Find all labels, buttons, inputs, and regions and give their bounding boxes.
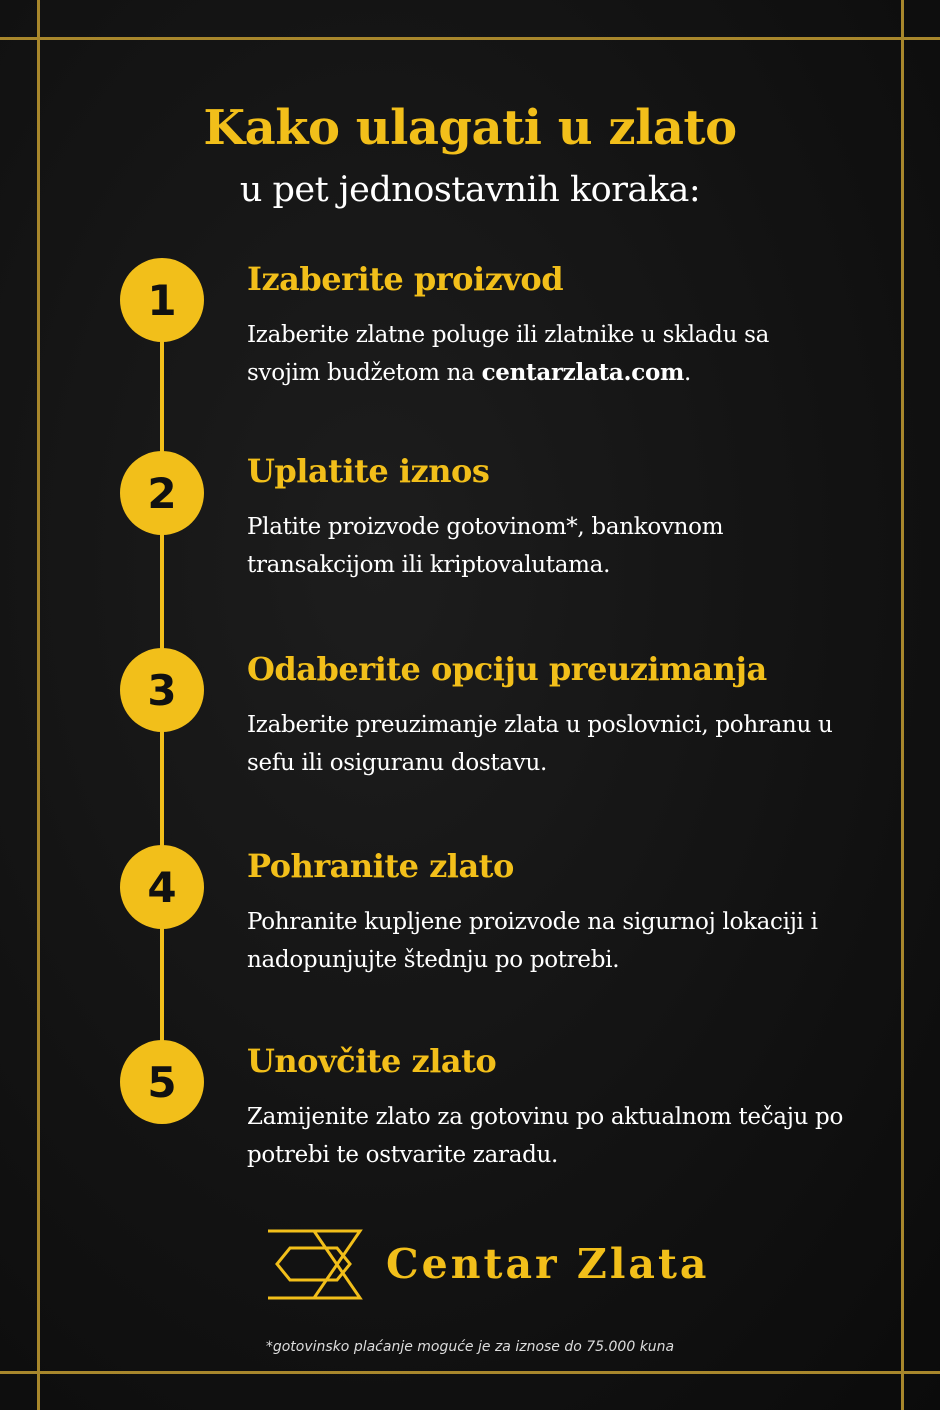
- centar-zlata-logo-icon: [265, 1228, 363, 1300]
- frame-line-right: [901, 0, 904, 1410]
- step-text-part: Izaberite zlatne poluge ili zlatnike u skladu sa svojim budžetom na: [247, 322, 770, 386]
- frame-line-left: [37, 0, 40, 1410]
- step-title: Unovčite zlato: [247, 1042, 497, 1080]
- step-title: Izaberite proizvod: [247, 260, 564, 298]
- step-text: Platite proizvode gotovinom*, bankovnom transakcijom ili kriptovalutama.: [247, 514, 724, 578]
- step-number-badge: 4: [120, 845, 204, 929]
- step-title: Uplatite iznos: [247, 452, 490, 490]
- step-5: [247, 1042, 847, 1174]
- step-2: [247, 452, 847, 584]
- frame-line-top: [0, 37, 940, 40]
- frame-line-bottom: [0, 1371, 940, 1374]
- step-4: [247, 847, 847, 979]
- step-text: Pohranite kupljene proizvode na sigurnoj lokaciji i nadopunjujte štednju po potrebi.: [247, 909, 818, 973]
- step-number-badge: 2: [120, 451, 204, 535]
- step-title: Pohranite zlato: [247, 847, 514, 885]
- step-title: Odaberite opciju preuzimanja: [247, 650, 767, 688]
- page-subtitle: u pet jednostavnih koraka:: [239, 170, 701, 210]
- step-number-badge: 3: [120, 648, 204, 732]
- step-3: [247, 650, 847, 782]
- page-title: Kako ulagati u zlato: [203, 100, 737, 156]
- step-text: Zamijenite zlato za gotovinu po aktualnom tečaju po potrebi te ostvarite zaradu.: [247, 1104, 844, 1168]
- site-link[interactable]: centarzlata.com: [481, 359, 685, 386]
- step-text: [247, 316, 847, 392]
- step-number-badge: 5: [120, 1040, 204, 1124]
- step-text-part: .: [684, 360, 692, 386]
- footnote: *gotovinsko plaćanje moguće je za iznose do 75.000 kuna: [265, 1339, 675, 1355]
- step-text: Izaberite preuzimanje zlata u poslovnici, pohranu u sefu ili osiguranu dostavu.: [247, 712, 833, 776]
- step-number-badge: 1: [120, 258, 204, 342]
- brand-name: Centar Zlata: [386, 1240, 710, 1288]
- step-1: [247, 260, 847, 392]
